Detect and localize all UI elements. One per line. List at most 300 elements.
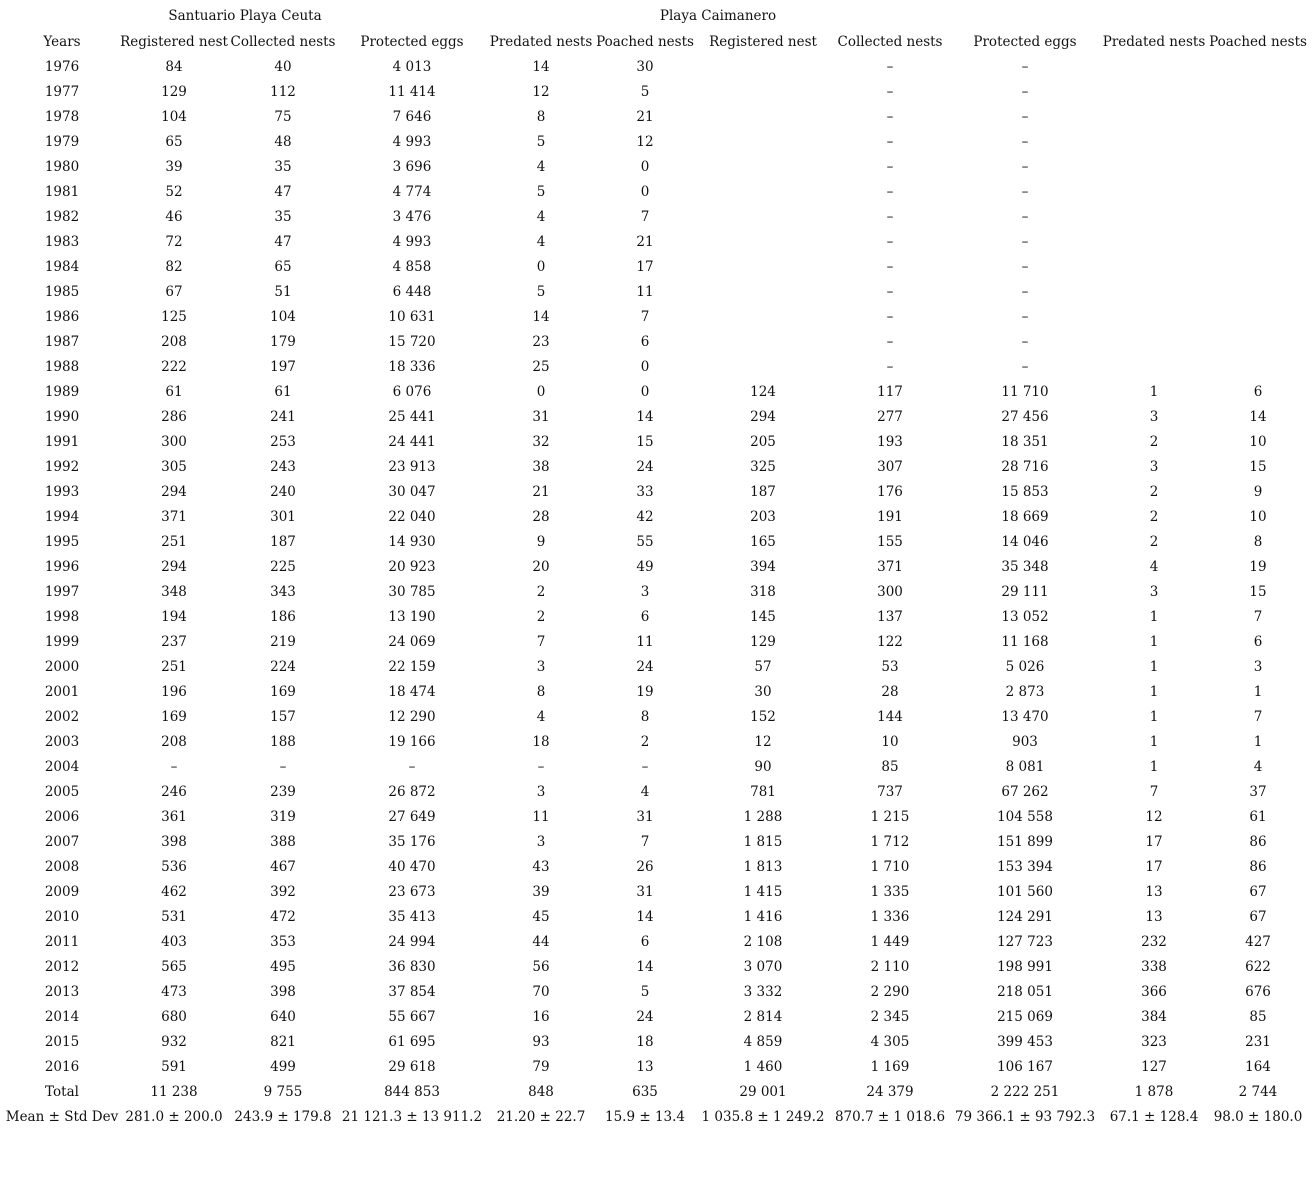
table-cell-caimanero-predated-nests: 2: [1149, 509, 1159, 525]
table-cell-ceuta-predated-nests: 5: [536, 184, 546, 200]
table-cell-caimanero-predated-nests: 17: [1145, 834, 1163, 850]
table-cell-ceuta-protected-eggs: 4 858: [392, 259, 432, 275]
table-cell-caimanero-collected-nests: –: [886, 309, 894, 325]
column-header-caimanero-predated-nests: Predated nests: [1102, 34, 1206, 50]
table-cell-caimanero-collected-nests: –: [886, 209, 894, 225]
table-cell-caimanero-predated-nests: 2: [1149, 484, 1159, 500]
table-cell-caimanero-collected-nests: 193: [877, 434, 903, 450]
table-row: [0, 483, 1314, 508]
table-cell-caimanero-registered-nest: 1 288: [743, 809, 783, 825]
table-cell-ceuta-registered-nest: 46: [165, 209, 183, 225]
table-cell-ceuta-protected-eggs: 22 159: [388, 659, 436, 675]
table-cell-ceuta-collected-nests: 467: [270, 859, 296, 875]
table-cell-ceuta-registered-nest: 251: [161, 659, 187, 675]
table-cell-ceuta-predated-nests: 14: [532, 309, 550, 325]
table-row: [0, 358, 1314, 383]
table-cell-caimanero-collected-nests: 1 169: [870, 1059, 910, 1075]
table-cell-ceuta-collected-nests: 241: [270, 409, 296, 425]
table-cell-ceuta-registered-nest: 398: [161, 834, 187, 850]
table-row: [0, 833, 1314, 858]
column-header-ceuta-predated-nests: Predated nests: [489, 34, 593, 50]
table-cell-years: 2011: [44, 934, 80, 950]
table-cell-caimanero-collected-nests: 1 710: [870, 859, 910, 875]
table-cell-caimanero-protected-eggs: 15 853: [1001, 484, 1049, 500]
table-cell-ceuta-protected-eggs: 7 646: [392, 109, 432, 125]
table-cell-caimanero-poached-nests: 1: [1253, 734, 1263, 750]
table-cell-caimanero-protected-eggs: –: [1021, 159, 1029, 175]
table-row: [0, 58, 1314, 83]
table-cell-ceuta-registered-nest: 237: [161, 634, 187, 650]
table-cell-ceuta-protected-eggs: 4 013: [392, 59, 432, 75]
table-cell-caimanero-collected-nests: –: [886, 59, 894, 75]
table-cell-caimanero-poached-nests: 15: [1249, 459, 1267, 475]
table-cell-ceuta-collected-nests: 472: [270, 909, 296, 925]
table-cell-ceuta-registered-nest: 680: [161, 1009, 187, 1025]
table-cell-ceuta-protected-eggs: 61 695: [388, 1034, 436, 1050]
table-cell-caimanero-collected-nests: –: [886, 284, 894, 300]
table-cell-ceuta-poached-nests: 24: [636, 1009, 654, 1025]
table-cell-caimanero-poached-nests: 86: [1249, 859, 1267, 875]
table-cell-ceuta-poached-nests: 3: [640, 584, 650, 600]
table-cell-caimanero-protected-eggs: 101 560: [997, 884, 1053, 900]
table-row: [0, 658, 1314, 683]
table-cell-ceuta-predated-nests: 5: [536, 284, 546, 300]
table-cell-caimanero-collected-nests: 144: [877, 709, 903, 725]
table-cell-ceuta-protected-eggs: 35 176: [388, 834, 436, 850]
table-cell-ceuta-poached-nests: 15.9 ± 13.4: [604, 1109, 686, 1125]
table-cell-ceuta-poached-nests: 21: [636, 109, 654, 125]
table-cell-ceuta-protected-eggs: 36 830: [388, 959, 436, 975]
table-cell-caimanero-predated-nests: 3: [1149, 409, 1159, 425]
table-cell-ceuta-predated-nests: 4: [536, 709, 546, 725]
table-cell-caimanero-collected-nests: 137: [877, 609, 903, 625]
table-cell-ceuta-predated-nests: 39: [532, 884, 550, 900]
table-cell-caimanero-collected-nests: 1 215: [870, 809, 910, 825]
table-cell-caimanero-predated-nests: 1: [1149, 384, 1159, 400]
table-cell-ceuta-protected-eggs: 844 853: [384, 1084, 440, 1100]
table-cell-ceuta-predated-nests: 21: [532, 484, 550, 500]
table-cell-ceuta-predated-nests: 4: [536, 209, 546, 225]
table-cell-ceuta-registered-nest: 208: [161, 734, 187, 750]
table-cell-caimanero-poached-nests: 10: [1249, 509, 1267, 525]
table-cell-ceuta-collected-nests: 47: [274, 184, 292, 200]
table-row: [0, 408, 1314, 433]
table-cell-years: 2004: [44, 759, 80, 775]
table-cell-ceuta-registered-nest: 65: [165, 134, 183, 150]
column-header-row: [0, 33, 1314, 53]
table-cell-ceuta-collected-nests: 343: [270, 584, 296, 600]
table-cell-ceuta-collected-nests: 9 755: [263, 1084, 303, 1100]
table-cell-caimanero-registered-nest: 2 108: [743, 934, 783, 950]
table-cell-caimanero-protected-eggs: 13 470: [1001, 709, 1049, 725]
table-cell-caimanero-registered-nest: 29 001: [739, 1084, 787, 1100]
table-cell-ceuta-protected-eggs: 24 069: [388, 634, 436, 650]
table-row: [0, 608, 1314, 633]
table-cell-caimanero-predated-nests: 4: [1149, 559, 1159, 575]
table-cell-caimanero-collected-nests: –: [886, 334, 894, 350]
table-cell-caimanero-poached-nests: 1: [1253, 684, 1263, 700]
table-cell-ceuta-poached-nests: 49: [636, 559, 654, 575]
table-cell-ceuta-poached-nests: 5: [640, 984, 650, 1000]
table-cell-years: 2015: [44, 1034, 80, 1050]
table-cell-caimanero-collected-nests: 300: [877, 584, 903, 600]
table-cell-ceuta-predated-nests: 4: [536, 234, 546, 250]
table-cell-ceuta-protected-eggs: 40 470: [388, 859, 436, 875]
table-row: [0, 733, 1314, 758]
table-cell-years: 1989: [44, 384, 80, 400]
table-cell-caimanero-protected-eggs: 11 168: [1001, 634, 1049, 650]
table-cell-ceuta-registered-nest: 129: [161, 84, 187, 100]
table-cell-ceuta-poached-nests: 2: [640, 734, 650, 750]
table-cell-ceuta-predated-nests: 2: [536, 584, 546, 600]
table-cell-caimanero-predated-nests: 2: [1149, 534, 1159, 550]
table-cell-caimanero-protected-eggs: 2 873: [1005, 684, 1045, 700]
table-cell-caimanero-collected-nests: –: [886, 159, 894, 175]
table-cell-ceuta-predated-nests: 8: [536, 109, 546, 125]
table-cell-caimanero-protected-eggs: 151 899: [997, 834, 1053, 850]
table-cell-ceuta-collected-nests: 392: [270, 884, 296, 900]
table-row: [0, 583, 1314, 608]
column-header-caimanero-collected-nests: Collected nests: [837, 34, 943, 50]
table-cell-caimanero-protected-eggs: 8 081: [1005, 759, 1045, 775]
table-cell-ceuta-protected-eggs: 23 673: [388, 884, 436, 900]
table-cell-ceuta-poached-nests: 55: [636, 534, 654, 550]
table-cell-caimanero-protected-eggs: 79 366.1 ± 93 792.3: [954, 1109, 1096, 1125]
table-cell-caimanero-protected-eggs: 903: [1012, 734, 1038, 750]
table-cell-caimanero-collected-nests: 176: [877, 484, 903, 500]
table-cell-ceuta-collected-nests: 239: [270, 784, 296, 800]
table-cell-caimanero-registered-nest: 325: [750, 459, 776, 475]
table-cell-caimanero-collected-nests: –: [886, 259, 894, 275]
table-cell-caimanero-collected-nests: –: [886, 234, 894, 250]
table-cell-ceuta-registered-nest: 208: [161, 334, 187, 350]
table-cell-caimanero-registered-nest: 205: [750, 434, 776, 450]
table-row: [0, 883, 1314, 908]
table-cell-caimanero-registered-nest: 165: [750, 534, 776, 550]
table-cell-caimanero-poached-nests: 67: [1249, 884, 1267, 900]
table-cell-ceuta-collected-nests: 51: [274, 284, 292, 300]
table-cell-ceuta-collected-nests: 499: [270, 1059, 296, 1075]
table-cell-ceuta-predated-nests: 93: [532, 1034, 550, 1050]
table-cell-ceuta-protected-eggs: 15 720: [388, 334, 436, 350]
table-row: [0, 558, 1314, 583]
table-cell-caimanero-protected-eggs: 18 669: [1001, 509, 1049, 525]
table-cell-caimanero-collected-nests: –: [886, 84, 894, 100]
table-cell-caimanero-predated-nests: 2: [1149, 434, 1159, 450]
table-cell-caimanero-predated-nests: 1: [1149, 609, 1159, 625]
table-cell-ceuta-poached-nests: 8: [640, 709, 650, 725]
table-cell-years: 1990: [44, 409, 80, 425]
table-cell-years: 1982: [44, 209, 80, 225]
table-cell-ceuta-poached-nests: 4: [640, 784, 650, 800]
table-cell-caimanero-poached-nests: 61: [1249, 809, 1267, 825]
table-cell-ceuta-collected-nests: 112: [270, 84, 296, 100]
table-cell-caimanero-registered-nest: 4 859: [743, 1034, 783, 1050]
table-cell-years: 1997: [44, 584, 80, 600]
group-header-row: [0, 8, 1314, 28]
table-cell-ceuta-predated-nests: 8: [536, 684, 546, 700]
table-cell-caimanero-protected-eggs: 11 710: [1001, 384, 1049, 400]
table-cell-ceuta-poached-nests: –: [641, 759, 649, 775]
table-row: [0, 258, 1314, 283]
table-row: [0, 708, 1314, 733]
table-cell-ceuta-registered-nest: 300: [161, 434, 187, 450]
table-cell-ceuta-registered-nest: 125: [161, 309, 187, 325]
table-cell-caimanero-registered-nest: 2 814: [743, 1009, 783, 1025]
table-cell-caimanero-protected-eggs: 13 052: [1001, 609, 1049, 625]
table-cell-caimanero-predated-nests: 17: [1145, 859, 1163, 875]
table-cell-caimanero-collected-nests: 371: [877, 559, 903, 575]
table-cell-ceuta-registered-nest: 565: [161, 959, 187, 975]
table-cell-ceuta-collected-nests: 495: [270, 959, 296, 975]
table-cell-years: 2000: [44, 659, 80, 675]
table-cell-ceuta-poached-nests: 6: [640, 334, 650, 350]
table-cell-ceuta-predated-nests: 28: [532, 509, 550, 525]
table-cell-ceuta-poached-nests: 19: [636, 684, 654, 700]
table-cell-caimanero-predated-nests: 1: [1149, 634, 1159, 650]
table-cell-ceuta-protected-eggs: 11 414: [388, 84, 436, 100]
table-cell-ceuta-predated-nests: 11: [532, 809, 550, 825]
table-cell-ceuta-protected-eggs: 24 441: [388, 434, 436, 450]
table-cell-years: 2005: [44, 784, 80, 800]
table-cell-caimanero-collected-nests: 737: [877, 784, 903, 800]
table-cell-ceuta-collected-nests: 188: [270, 734, 296, 750]
table-cell-years: 2013: [44, 984, 80, 1000]
column-header-caimanero-poached-nests: Poached nests: [1209, 34, 1307, 50]
table-cell-years: 2006: [44, 809, 80, 825]
table-cell-caimanero-collected-nests: 155: [877, 534, 903, 550]
table-cell-ceuta-collected-nests: 219: [270, 634, 296, 650]
table-cell-ceuta-registered-nest: 281.0 ± 200.0: [125, 1109, 223, 1125]
table-cell-ceuta-predated-nests: 18: [532, 734, 550, 750]
table-cell-ceuta-collected-nests: 398: [270, 984, 296, 1000]
table-cell-caimanero-predated-nests: 323: [1141, 1034, 1167, 1050]
table-cell-caimanero-collected-nests: 4 305: [870, 1034, 910, 1050]
table-row: [0, 158, 1314, 183]
column-header-ceuta-poached-nests: Poached nests: [596, 34, 694, 50]
table-cell-caimanero-protected-eggs: –: [1021, 284, 1029, 300]
table-cell-ceuta-protected-eggs: 4 993: [392, 234, 432, 250]
table-cell-ceuta-collected-nests: 224: [270, 659, 296, 675]
table-cell-ceuta-poached-nests: 26: [636, 859, 654, 875]
table-cell-ceuta-collected-nests: 157: [270, 709, 296, 725]
table-cell-caimanero-protected-eggs: 124 291: [997, 909, 1053, 925]
table-cell-caimanero-poached-nests: 67: [1249, 909, 1267, 925]
table-cell-ceuta-protected-eggs: 14 930: [388, 534, 436, 550]
table-cell-ceuta-collected-nests: 243: [270, 459, 296, 475]
table-cell-caimanero-poached-nests: 427: [1245, 934, 1271, 950]
table-cell-ceuta-predated-nests: 7: [536, 634, 546, 650]
table-cell-ceuta-collected-nests: 104: [270, 309, 296, 325]
table-cell-caimanero-protected-eggs: 198 991: [997, 959, 1053, 975]
table-cell-ceuta-registered-nest: 72: [165, 234, 183, 250]
table-cell-caimanero-collected-nests: 277: [877, 409, 903, 425]
table-cell-ceuta-collected-nests: 75: [274, 109, 292, 125]
table-cell-ceuta-predated-nests: 21.20 ± 22.7: [496, 1109, 586, 1125]
table-cell-ceuta-registered-nest: 286: [161, 409, 187, 425]
table-cell-years: 1986: [44, 309, 80, 325]
table-cell-ceuta-protected-eggs: 6 448: [392, 284, 432, 300]
table-cell-caimanero-protected-eggs: –: [1021, 134, 1029, 150]
table-cell-ceuta-registered-nest: 403: [161, 934, 187, 950]
table-cell-ceuta-protected-eggs: 12 290: [388, 709, 436, 725]
table-cell-years: 1995: [44, 534, 80, 550]
column-header-ceuta-collected-nests: Collected nests: [230, 34, 336, 50]
table-row: [0, 908, 1314, 933]
table-cell-ceuta-predated-nests: 45: [532, 909, 550, 925]
table-cell-ceuta-protected-eggs: 24 994: [388, 934, 436, 950]
table-cell-caimanero-collected-nests: 1 712: [870, 834, 910, 850]
table-row: [0, 783, 1314, 808]
table-cell-years: 1988: [44, 359, 80, 375]
table-cell-caimanero-predated-nests: 1: [1149, 759, 1159, 775]
table-cell-ceuta-protected-eggs: 20 923: [388, 559, 436, 575]
table-cell-caimanero-registered-nest: 394: [750, 559, 776, 575]
table-cell-ceuta-predated-nests: 5: [536, 134, 546, 150]
table-cell-years: 1992: [44, 459, 80, 475]
table-cell-caimanero-predated-nests: 366: [1141, 984, 1167, 1000]
table-cell-ceuta-protected-eggs: 4 774: [392, 184, 432, 200]
table-cell-ceuta-collected-nests: 301: [270, 509, 296, 525]
table-cell-ceuta-predated-nests: 3: [536, 659, 546, 675]
table-cell-caimanero-poached-nests: 676: [1245, 984, 1271, 1000]
table-cell-ceuta-predated-nests: 44: [532, 934, 550, 950]
table-cell-ceuta-poached-nests: 14: [636, 959, 654, 975]
table-cell-ceuta-poached-nests: 0: [640, 184, 650, 200]
table-cell-caimanero-protected-eggs: –: [1021, 259, 1029, 275]
table-row: [0, 458, 1314, 483]
table-cell-ceuta-collected-nests: 35: [274, 159, 292, 175]
table-cell-ceuta-predated-nests: –: [537, 759, 545, 775]
table-cell-caimanero-predated-nests: 67.1 ± 128.4: [1109, 1109, 1199, 1125]
column-header-years: Years: [43, 34, 81, 50]
table-cell-ceuta-collected-nests: 65: [274, 259, 292, 275]
table-cell-ceuta-collected-nests: 253: [270, 434, 296, 450]
table-cell-ceuta-predated-nests: 4: [536, 159, 546, 175]
table-cell-caimanero-predated-nests: 338: [1141, 959, 1167, 975]
table-cell-caimanero-poached-nests: 7: [1253, 609, 1263, 625]
table-cell-ceuta-poached-nests: 13: [636, 1059, 654, 1075]
table-cell-ceuta-poached-nests: 17: [636, 259, 654, 275]
table-cell-ceuta-poached-nests: 30: [636, 59, 654, 75]
table-row: [0, 508, 1314, 533]
table-cell-caimanero-protected-eggs: 35 348: [1001, 559, 1049, 575]
table-cell-caimanero-collected-nests: 307: [877, 459, 903, 475]
table-cell-caimanero-poached-nests: 85: [1249, 1009, 1267, 1025]
table-cell-ceuta-predated-nests: 38: [532, 459, 550, 475]
table-cell-ceuta-collected-nests: 640: [270, 1009, 296, 1025]
table-cell-caimanero-protected-eggs: –: [1021, 109, 1029, 125]
table-cell-caimanero-registered-nest: 1 035.8 ± 1 249.2: [701, 1109, 825, 1125]
table-cell-ceuta-collected-nests: –: [279, 759, 287, 775]
table-cell-ceuta-predated-nests: 2: [536, 609, 546, 625]
table-row: [0, 183, 1314, 208]
table-cell-ceuta-poached-nests: 7: [640, 309, 650, 325]
table-row: [0, 858, 1314, 883]
table-cell-years: 1994: [44, 509, 80, 525]
table-cell-years: 2010: [44, 909, 80, 925]
table-cell-ceuta-predated-nests: 70: [532, 984, 550, 1000]
table-cell-caimanero-protected-eggs: –: [1021, 359, 1029, 375]
table-cell-caimanero-predated-nests: 13: [1145, 884, 1163, 900]
table-cell-caimanero-protected-eggs: –: [1021, 59, 1029, 75]
table-cell-ceuta-collected-nests: 225: [270, 559, 296, 575]
table-cell-ceuta-registered-nest: 294: [161, 559, 187, 575]
table-cell-years: 1980: [44, 159, 80, 175]
table-row: [0, 1008, 1314, 1033]
table-row: [0, 1083, 1314, 1108]
column-header-ceuta-registered-nest: Registered nest: [120, 34, 228, 50]
table-cell-caimanero-registered-nest: 57: [754, 659, 772, 675]
table-cell-caimanero-poached-nests: 2 744: [1238, 1084, 1278, 1100]
table-cell-years: 1983: [44, 234, 80, 250]
table-cell-ceuta-poached-nests: 0: [640, 159, 650, 175]
table-cell-ceuta-registered-nest: 222: [161, 359, 187, 375]
table-cell-ceuta-poached-nests: 31: [636, 884, 654, 900]
table-row: [0, 683, 1314, 708]
table-row: [0, 233, 1314, 258]
table-cell-caimanero-protected-eggs: –: [1021, 309, 1029, 325]
table-cell-ceuta-registered-nest: 52: [165, 184, 183, 200]
table-row: [0, 83, 1314, 108]
table-cell-caimanero-predated-nests: 1: [1149, 709, 1159, 725]
table-cell-caimanero-poached-nests: 7: [1253, 709, 1263, 725]
table-cell-caimanero-predated-nests: 13: [1145, 909, 1163, 925]
table-cell-ceuta-registered-nest: 82: [165, 259, 183, 275]
table-cell-ceuta-registered-nest: 361: [161, 809, 187, 825]
table-cell-caimanero-registered-nest: 145: [750, 609, 776, 625]
table-cell-caimanero-protected-eggs: 27 456: [1001, 409, 1049, 425]
table-cell-years: 2007: [44, 834, 80, 850]
table-row: [0, 333, 1314, 358]
table-cell-years: 2002: [44, 709, 80, 725]
table-cell-ceuta-protected-eggs: 37 854: [388, 984, 436, 1000]
table-row: [0, 1108, 1314, 1133]
table-cell-ceuta-predated-nests: 20: [532, 559, 550, 575]
group-title-playa-caimanero: Playa Caimanero: [659, 8, 777, 24]
table-cell-ceuta-poached-nests: 11: [636, 284, 654, 300]
table-cell-caimanero-predated-nests: 384: [1141, 1009, 1167, 1025]
table-cell-caimanero-poached-nests: 3: [1253, 659, 1263, 675]
table-cell-years: 2009: [44, 884, 80, 900]
table-cell-ceuta-registered-nest: 39: [165, 159, 183, 175]
table-row: [0, 958, 1314, 983]
table-cell-ceuta-registered-nest: 61: [165, 384, 183, 400]
table-cell-ceuta-registered-nest: 473: [161, 984, 187, 1000]
table-cell-caimanero-collected-nests: –: [886, 359, 894, 375]
table-cell-caimanero-poached-nests: 86: [1249, 834, 1267, 850]
table-cell-ceuta-collected-nests: 48: [274, 134, 292, 150]
table-cell-years: 1996: [44, 559, 80, 575]
table-cell-ceuta-poached-nests: 5: [640, 84, 650, 100]
table-cell-caimanero-predated-nests: 232: [1141, 934, 1167, 950]
table-row: [0, 1033, 1314, 1058]
table-cell-ceuta-collected-nests: 47: [274, 234, 292, 250]
table-cell-ceuta-poached-nests: 14: [636, 909, 654, 925]
table-cell-years: 1993: [44, 484, 80, 500]
table-cell-ceuta-predated-nests: 0: [536, 259, 546, 275]
table-cell-caimanero-poached-nests: 6: [1253, 634, 1263, 650]
table-cell-caimanero-protected-eggs: 5 026: [1005, 659, 1045, 675]
table-cell-ceuta-collected-nests: 186: [270, 609, 296, 625]
table-cell-ceuta-collected-nests: 243.9 ± 179.8: [234, 1109, 332, 1125]
table-cell-caimanero-collected-nests: 2 345: [870, 1009, 910, 1025]
table-cell-caimanero-predated-nests: 3: [1149, 584, 1159, 600]
table-cell-caimanero-collected-nests: 1 336: [870, 909, 910, 925]
table-cell-ceuta-protected-eggs: 26 872: [388, 784, 436, 800]
table-cell-ceuta-registered-nest: 251: [161, 534, 187, 550]
table-cell-caimanero-collected-nests: –: [886, 134, 894, 150]
